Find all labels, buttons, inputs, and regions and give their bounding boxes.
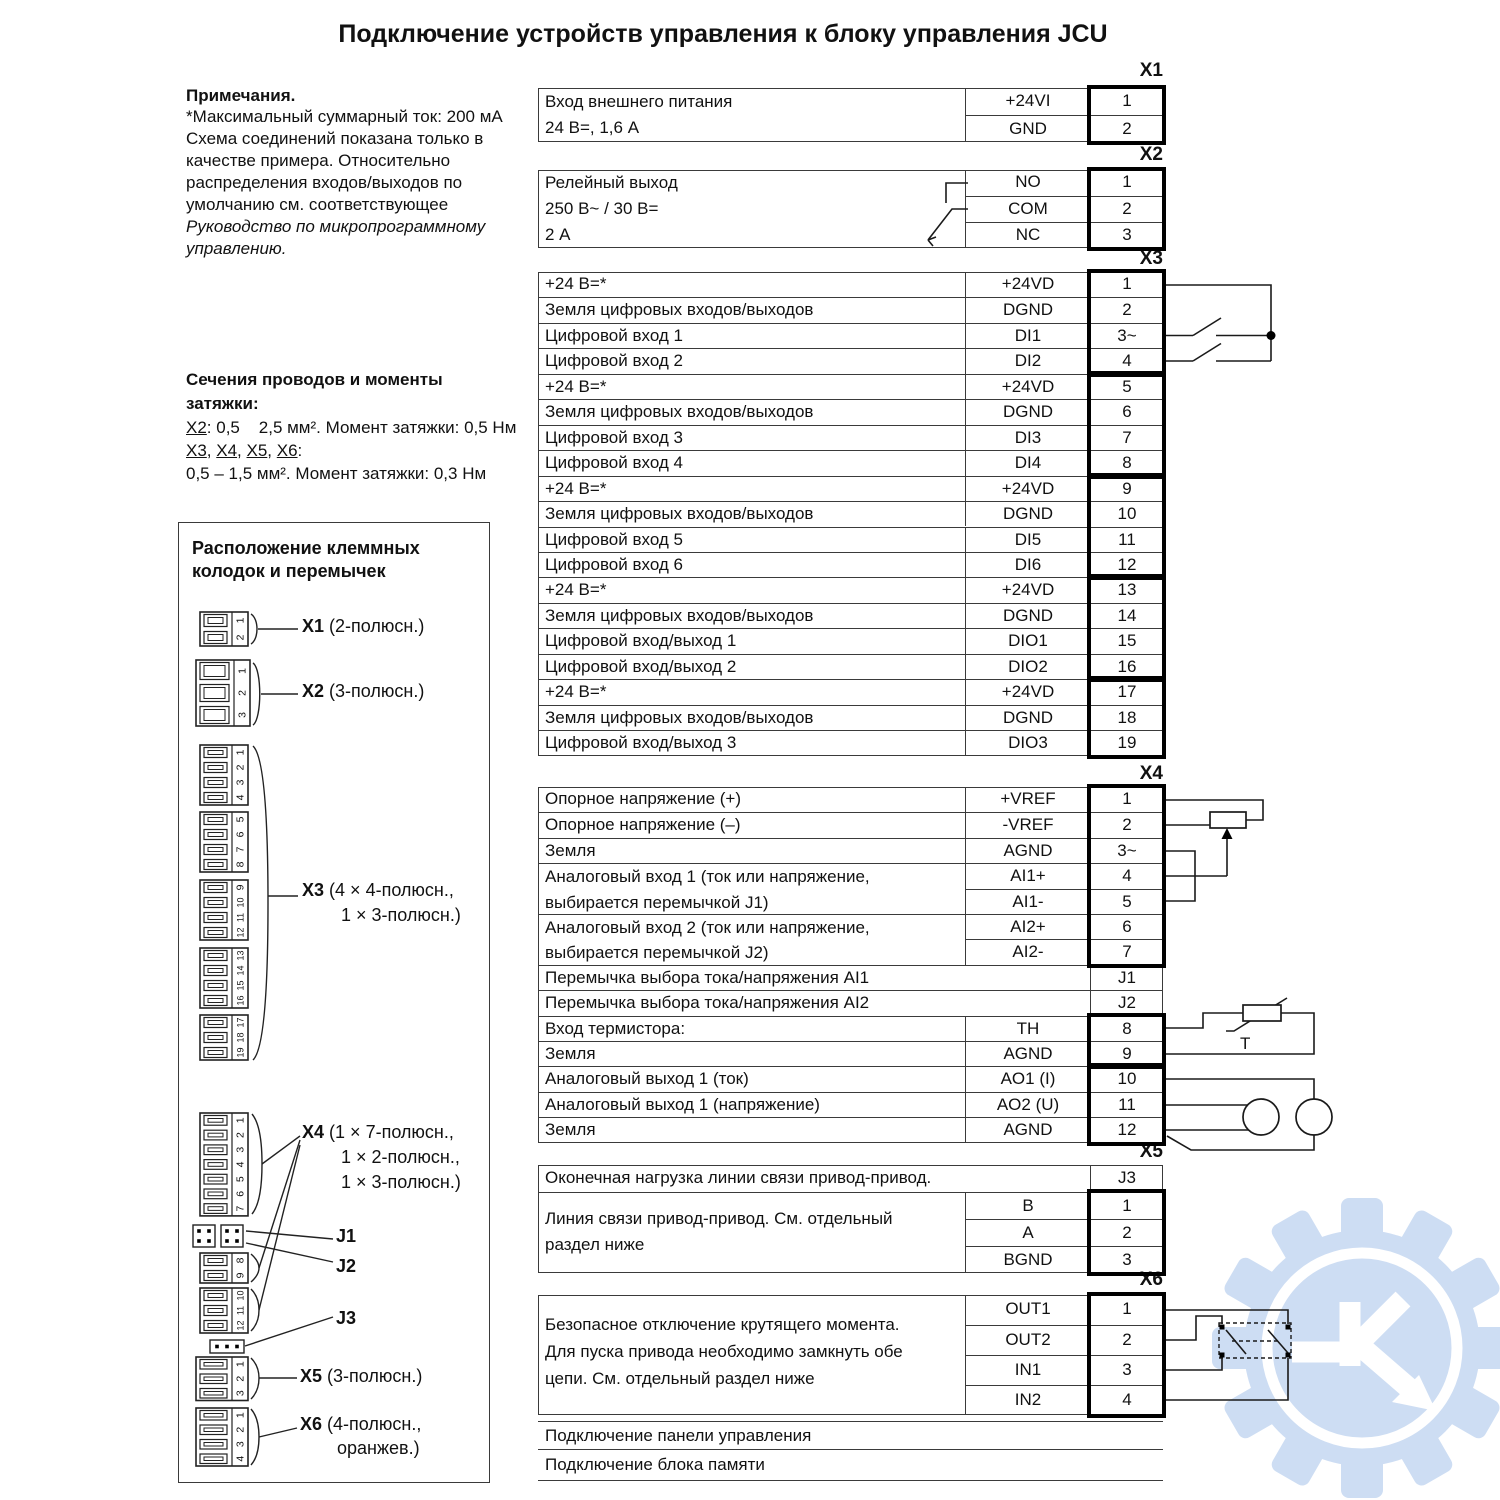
x3-desc-cell: +24 В=* xyxy=(538,476,965,501)
x4-desc-cell: Земля xyxy=(538,1117,965,1142)
footer-row-panel: Подключение панели управления xyxy=(538,1421,1163,1450)
x3-pin-cell: 10 xyxy=(1090,501,1163,526)
x4-pin-cell: 6 xyxy=(1090,914,1163,939)
x6-desc-cell: Безопасное отключение крутящего момента. Для пуска привода необходимо замкнуть обе цепи. См. отдельный раздел ниже xyxy=(545,1315,903,1388)
svg-text:1: 1 xyxy=(234,617,247,624)
svg-text:2: 2 xyxy=(234,1132,247,1138)
svg-text:11: 11 xyxy=(235,1305,246,1316)
x4-jumper-pin-cell: J2 xyxy=(1090,990,1163,1015)
x6-pin-cell: 1 xyxy=(1090,1295,1163,1325)
x3-signal-cell: DGND xyxy=(965,501,1090,526)
connector-label-x4: X4 xyxy=(1139,763,1163,784)
x1-signal-cell: GND xyxy=(965,115,1090,142)
wire-spec-x3-x6: X3, X4, X5, X6: xyxy=(186,441,303,460)
x1-pin-cell: 1 xyxy=(1090,88,1163,115)
callout-x6: X6 (4-полюсн., xyxy=(300,1414,422,1434)
x5-jumper-pin-cell: J3 xyxy=(1090,1165,1163,1192)
x5-signal-cell: A xyxy=(965,1219,1090,1246)
x4-signal-cell: AI2+ xyxy=(965,914,1090,939)
svg-text:8: 8 xyxy=(234,861,247,868)
x6-pin-cell: 4 xyxy=(1090,1385,1163,1415)
x3-desc-cell: Цифровой вход 3 xyxy=(538,425,965,450)
svg-text:15: 15 xyxy=(235,980,246,991)
x3-pin-cell: 13 xyxy=(1090,577,1163,602)
x3-signal-cell: +24VD xyxy=(965,476,1090,501)
svg-text:3: 3 xyxy=(234,1390,247,1397)
x1-pin-cell: 2 xyxy=(1090,115,1163,142)
x6-signal-cell: OUT2 xyxy=(965,1325,1090,1355)
svg-text:17: 17 xyxy=(235,1017,246,1028)
svg-text:10: 10 xyxy=(235,1290,246,1301)
x3-pin-cell: 16 xyxy=(1090,654,1163,679)
x4-desc-cell: Аналоговый выход 1 (напряжение) xyxy=(538,1092,965,1117)
x5-signal-cell: BGND xyxy=(965,1246,1090,1273)
x5-pin-cell: 1 xyxy=(1090,1192,1163,1219)
x3-signal-cell: DGND xyxy=(965,297,1090,322)
x2-desc-cell: Релейный выход 250 В~ / 30 В= 2 А xyxy=(545,173,678,244)
footer-row-memory: Подключение блока памяти xyxy=(538,1450,1163,1481)
svg-text:8: 8 xyxy=(234,1257,247,1264)
svg-text:7: 7 xyxy=(234,846,247,853)
x4-pin-cell: 10 xyxy=(1090,1066,1163,1091)
x3-signal-cell: DI4 xyxy=(965,450,1090,475)
x3-pin-cell: 18 xyxy=(1090,705,1163,730)
x3-desc-cell: Цифровой вход 5 xyxy=(538,527,965,552)
x3-signal-cell: DGND xyxy=(965,399,1090,424)
x1-signal-cell: +24VI xyxy=(965,88,1090,115)
x3-signal-cell: +24VD xyxy=(965,272,1090,297)
x3-signal-cell: DIO2 xyxy=(965,654,1090,679)
x4-desc-cell: Вход термистора: xyxy=(538,1016,965,1041)
note-line: Схема соединений показана только в xyxy=(186,129,484,148)
x3-pin-cell: 12 xyxy=(1090,552,1163,577)
x3-pin-cell: 1 xyxy=(1090,272,1163,297)
svg-text:16: 16 xyxy=(235,995,246,1006)
x3-signal-cell: +24VD xyxy=(965,374,1090,399)
x4-jumper-desc-cell: Перемычка выбора тока/напряжения AI1 xyxy=(538,965,1090,990)
callout-j3: J3 xyxy=(336,1308,357,1328)
callout-x4-line3: 1 × 3-полюсн.) xyxy=(341,1172,461,1192)
x2-pin-cell: 2 xyxy=(1090,196,1163,222)
x5-pin-cell: 3 xyxy=(1090,1246,1163,1273)
x3-signal-cell: DGND xyxy=(965,705,1090,730)
x3-desc-cell: +24 В=* xyxy=(545,274,607,293)
x3-desc-cell: Цифровой вход/выход 1 xyxy=(538,628,965,653)
x6-signal-cell: IN2 xyxy=(965,1385,1090,1415)
x3-pin-cell: 6 xyxy=(1090,399,1163,424)
x4-jumper-desc-cell: Перемычка выбора тока/напряжения AI2 xyxy=(538,990,1090,1015)
x3-pin-cell: 8 xyxy=(1090,450,1163,475)
svg-text:1: 1 xyxy=(234,1117,247,1124)
connector-label-x6: X6 xyxy=(1139,1269,1163,1290)
x4-pin-cell: 1 xyxy=(1090,787,1163,812)
connector-label-x2: X2 xyxy=(1139,144,1163,165)
x1-desc-cell: Вход внешнего питания 24 В=, 1,6 А xyxy=(545,92,733,137)
x4-signal-cell: TH xyxy=(965,1016,1090,1041)
x4-desc-cell: Аналоговый вход 2 (ток или напряжение, выбирается перемычкой J2) xyxy=(538,914,965,965)
x3-desc-cell: Земля цифровых входов/выходов xyxy=(538,399,965,424)
x6-pin-cell: 2 xyxy=(1090,1325,1163,1355)
x4-signal-cell: AI1- xyxy=(965,889,1090,914)
x2-pin-cell: 3 xyxy=(1090,222,1163,248)
x3-desc-cell: Земля цифровых входов/выходов xyxy=(538,501,965,526)
svg-text:6: 6 xyxy=(234,1190,247,1197)
connector-label-x1: X1 xyxy=(1139,60,1163,81)
page-title: Подключение устройств управления к блоку управления JCU xyxy=(338,20,1108,48)
x4-signal-cell: AGND xyxy=(965,1041,1090,1066)
wire-specs-heading-2: затяжки: xyxy=(186,394,259,413)
svg-text:2: 2 xyxy=(234,1426,247,1433)
x4-pin-cell: 2 xyxy=(1090,812,1163,837)
svg-text:10: 10 xyxy=(235,897,246,908)
svg-text:1: 1 xyxy=(236,668,249,674)
svg-text:14: 14 xyxy=(235,965,246,976)
x3-pin-cell: 3~ xyxy=(1090,323,1163,348)
svg-text:2: 2 xyxy=(234,634,247,641)
x4-signal-cell: +VREF xyxy=(965,787,1090,812)
callout-x4: X4 (1 × 7-полюсн., xyxy=(302,1122,454,1142)
x4-desc-cell: Аналоговый выход 1 (ток) xyxy=(538,1066,965,1091)
x3-signal-cell: DI6 xyxy=(965,552,1090,577)
x3-pin-cell: 11 xyxy=(1090,527,1163,552)
x4-pin-cell: 5 xyxy=(1090,889,1163,914)
x3-desc-cell: Земля цифровых входов/выходов xyxy=(538,297,965,322)
x2-signal-cell: NC xyxy=(965,222,1090,248)
callout-x4-line2: 1 × 2-полюсн., xyxy=(341,1147,460,1167)
x3-desc-cell: +24 В=* xyxy=(538,374,965,399)
x3-pin-cell: 2 xyxy=(1090,297,1163,322)
x4-pin-cell: 7 xyxy=(1090,939,1163,964)
x4-signal-cell: -VREF xyxy=(965,812,1090,837)
svg-text:5: 5 xyxy=(234,1176,247,1183)
svg-text:1: 1 xyxy=(234,1361,247,1368)
x5-pin-cell: 2 xyxy=(1090,1219,1163,1246)
x3-desc-cell: Земля цифровых входов/выходов xyxy=(538,603,965,628)
svg-text:1: 1 xyxy=(234,1412,247,1419)
x3-desc-cell: Цифровой вход/выход 3 xyxy=(538,730,965,755)
x3-desc-cell: Цифровой вход 2 xyxy=(538,348,965,373)
x3-pin-cell: 15 xyxy=(1090,628,1163,653)
svg-text:12: 12 xyxy=(235,927,246,938)
svg-text:9: 9 xyxy=(234,1272,247,1279)
x3-pin-cell: 17 xyxy=(1090,679,1163,704)
callout-x2: X2 (3-полюсн.) xyxy=(302,681,425,701)
x4-signal-cell: AGND xyxy=(965,1117,1090,1142)
x4-pin-cell: 9 xyxy=(1090,1041,1163,1066)
callout-j1: J1 xyxy=(336,1226,357,1246)
note-line-italic: Руководство по микропрограммному xyxy=(186,217,486,236)
notes-heading: Примечания. xyxy=(186,86,296,105)
x3-pin-cell: 7 xyxy=(1090,425,1163,450)
x3-signal-cell: DI5 xyxy=(965,527,1090,552)
x5-signal-cell: B xyxy=(965,1192,1090,1219)
layout-box-title-2: колодок и перемычек xyxy=(192,561,386,581)
x3-signal-cell: DIO3 xyxy=(965,730,1090,755)
svg-text:12: 12 xyxy=(235,1320,246,1331)
x3-desc-cell: Цифровой вход 4 xyxy=(538,450,965,475)
layout-box-title-1: Расположение клеммных xyxy=(192,538,420,558)
x4-pin-cell: 8 xyxy=(1090,1016,1163,1041)
svg-text:7: 7 xyxy=(234,1205,247,1212)
x3-signal-cell: DI3 xyxy=(965,425,1090,450)
x3-desc-cell: Цифровой вход 6 xyxy=(538,552,965,577)
x6-signal-cell: IN1 xyxy=(965,1355,1090,1385)
note-line: умолчанию см. соответствующее xyxy=(186,195,449,214)
x4-signal-cell: AO1 (I) xyxy=(965,1066,1090,1091)
svg-text:4: 4 xyxy=(234,1161,247,1168)
x4-jumper-pin-cell: J1 xyxy=(1090,965,1163,990)
x4-signal-cell: AO2 (U) xyxy=(965,1092,1090,1117)
x4-desc-cell: Аналоговый вход 1 (ток или напряжение, выбирается перемычкой J1) xyxy=(538,863,965,914)
x3-pin-cell: 5 xyxy=(1090,374,1163,399)
svg-text:18: 18 xyxy=(235,1032,246,1043)
x3-signal-cell: +24VD xyxy=(965,577,1090,602)
x4-signal-cell: AGND xyxy=(965,838,1090,863)
x4-desc-cell: Земля xyxy=(538,1041,965,1066)
x4-desc-cell: Земля xyxy=(538,838,965,863)
x3-pin-cell: 9 xyxy=(1090,476,1163,501)
x3-signal-cell: DIO1 xyxy=(965,628,1090,653)
x3-desc-cell: Цифровой вход 1 xyxy=(538,323,965,348)
x4-pin-cell: 4 xyxy=(1090,863,1163,888)
x5-desc-cell: Линия связи привод-привод. См. отдельный раздел ниже xyxy=(538,1192,965,1273)
x4-signal-cell: AI1+ xyxy=(965,863,1090,888)
wire-spec-x2: X2: 0,5 2,5 мм². Момент затяжки: 0,5 Нм xyxy=(186,418,517,437)
wire-specs-heading-1: Сечения проводов и моменты xyxy=(186,370,443,389)
svg-text:19: 19 xyxy=(235,1047,246,1058)
note-line: *Максимальный суммарный ток: 200 мА xyxy=(186,107,503,126)
x3-pin-cell: 19 xyxy=(1090,730,1163,755)
svg-text:3: 3 xyxy=(234,779,247,786)
note-line-italic: управлению. xyxy=(186,239,287,258)
x3-desc-cell: Земля цифровых входов/выходов xyxy=(538,705,965,730)
x3-signal-cell: DGND xyxy=(965,603,1090,628)
callout-j2: J2 xyxy=(336,1256,357,1276)
x2-signal-cell: NO xyxy=(965,170,1090,196)
callout-x5: X5 (3-полюсн.) xyxy=(300,1366,423,1386)
x4-pin-cell: 11 xyxy=(1090,1092,1163,1117)
svg-text:13: 13 xyxy=(235,950,246,961)
svg-text:5: 5 xyxy=(234,816,247,823)
x4-signal-cell: AI2- xyxy=(965,939,1090,964)
x3-desc-cell: +24 В=* xyxy=(538,679,965,704)
x2-signal-cell: COM xyxy=(965,196,1090,222)
x3-signal-cell: DI1 xyxy=(965,323,1090,348)
callout-x1: X1 (2-полюсн.) xyxy=(302,616,425,636)
thermistor-label: Т xyxy=(1240,1034,1251,1053)
callout-x3: X3 (4 × 4-полюсн., xyxy=(302,880,454,900)
x6-signal-cell: OUT1 xyxy=(965,1295,1090,1325)
callout-x6-line2: оранжев.) xyxy=(337,1438,420,1458)
x2-pin-cell: 1 xyxy=(1090,170,1163,196)
svg-text:9: 9 xyxy=(234,884,247,891)
x3-desc-cell: +24 В=* xyxy=(538,577,965,602)
x4-pin-cell: 12 xyxy=(1090,1117,1163,1142)
x4-pin-cell: 3~ xyxy=(1090,838,1163,863)
x6-pin-cell: 3 xyxy=(1090,1355,1163,1385)
x4-desc-cell: Опорное напряжение (–) xyxy=(538,812,965,837)
svg-text:2: 2 xyxy=(234,764,247,771)
connector-label-x3: X3 xyxy=(1139,248,1163,269)
svg-text:4: 4 xyxy=(234,1455,247,1462)
wire-spec-torque: 0,5 – 1,5 мм². Момент затяжки: 0,3 Нм xyxy=(186,464,487,483)
svg-text:6: 6 xyxy=(234,831,247,838)
note-line: распределения входов/выходов по xyxy=(186,173,463,192)
svg-text:4: 4 xyxy=(234,794,247,801)
svg-text:3: 3 xyxy=(234,1146,247,1153)
svg-text:11: 11 xyxy=(235,912,246,923)
note-line: качестве примера. Относительно xyxy=(186,151,451,170)
connector-label-x5: X5 xyxy=(1139,1141,1163,1162)
x3-signal-cell: +24VD xyxy=(965,679,1090,704)
x3-desc-cell: Цифровой вход/выход 2 xyxy=(538,654,965,679)
callout-x3-line2: 1 × 3-полюсн.) xyxy=(341,905,461,925)
svg-text:3: 3 xyxy=(234,1441,247,1448)
x3-pin-cell: 4 xyxy=(1090,348,1163,373)
svg-text:2: 2 xyxy=(236,690,249,696)
x5-jumper-desc-cell: Оконечная нагрузка линии связи привод-привод. xyxy=(545,1168,932,1187)
x4-desc-cell: Опорное напряжение (+) xyxy=(545,789,742,808)
svg-text:3: 3 xyxy=(236,712,249,718)
x3-signal-cell: DI2 xyxy=(965,348,1090,373)
svg-text:1: 1 xyxy=(234,749,247,756)
x3-pin-cell: 14 xyxy=(1090,603,1163,628)
svg-text:2: 2 xyxy=(234,1375,247,1382)
